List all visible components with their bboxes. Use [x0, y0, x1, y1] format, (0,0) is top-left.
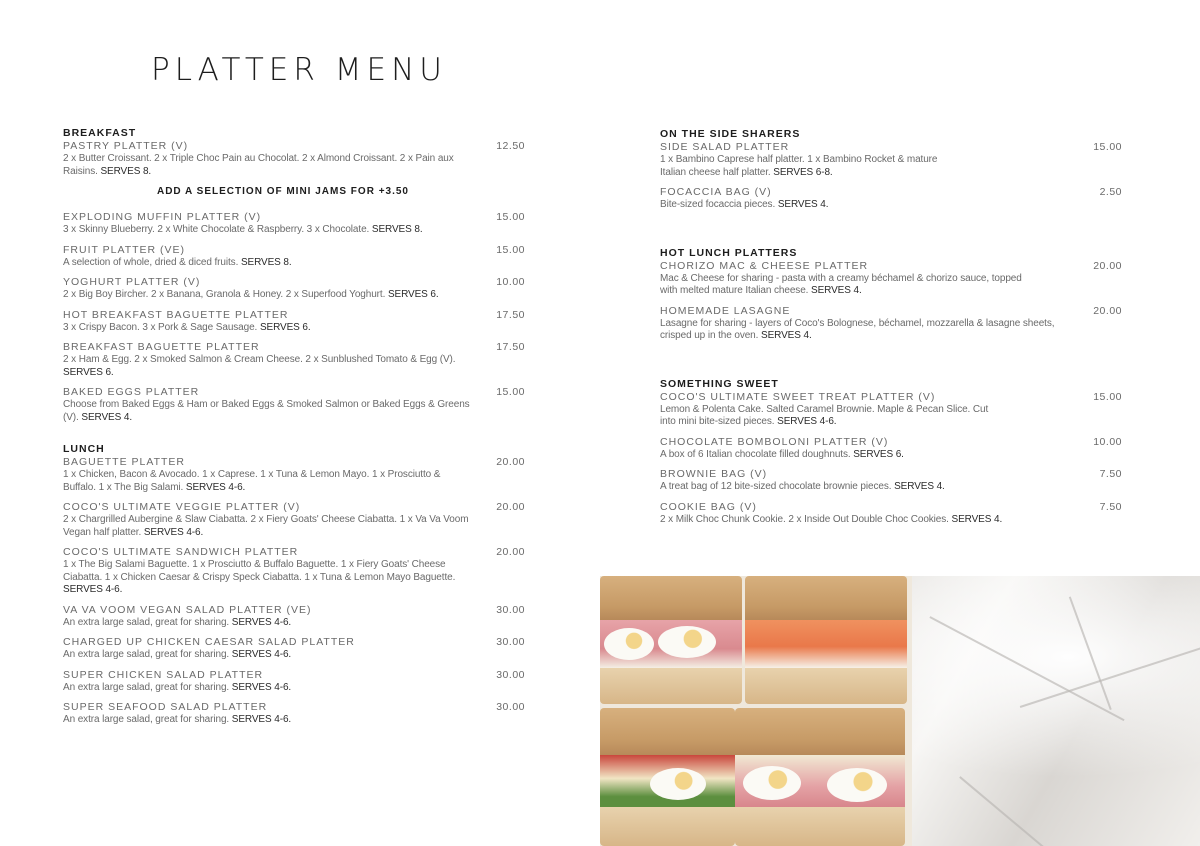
- section-hot-lunch-platters: [660, 247, 1122, 343]
- item-description: 2 x Chargrilled Aubergine & Slaw Ciabatta. 2 x Fiery Goats' Cheese Ciabatta. 1 x Va Va Voom Vegan half platter. SERVES 4-6.: [63, 514, 469, 538]
- marble-vein: [1020, 644, 1200, 707]
- item-price: 7.50: [1099, 468, 1122, 480]
- serves-label: SERVES 4.: [811, 285, 862, 296]
- item-name: YOGHURT PLATTER (V): [63, 276, 201, 288]
- item-price: 20.00: [1093, 259, 1122, 272]
- serves-label: SERVES 6.: [259, 321, 311, 333]
- item-description: 1 x Chicken, Bacon & Avocado. 1 x Caprese. 1 x Tuna & Lemon Mayo. 1 x Prosciutto & Buffalo. 1 x The Big Salami. SERVES 4-6.: [63, 469, 441, 493]
- serves-label: SERVES 4.: [777, 199, 829, 210]
- section-breakfast: [63, 127, 525, 424]
- item-name: SUPER CHICKEN SALAD PLATTER: [63, 668, 264, 681]
- item-description: A box of 6 Italian chocolate filled doughnuts. SERVES 6.: [660, 448, 904, 460]
- item-price: 20.00: [496, 456, 525, 468]
- serves-label: SERVES 4.: [951, 513, 1003, 525]
- menu-item: [660, 141, 1122, 179]
- item-name: CHORIZO MAC & CHEESE PLATTER: [660, 259, 869, 272]
- menu-item: [660, 305, 1122, 343]
- item-price: 10.00: [496, 276, 525, 288]
- item-price: 15.00: [496, 243, 525, 256]
- serves-label: SERVES 6.: [63, 366, 114, 378]
- item-description: An extra large salad, great for sharing. SERVES 4-6.: [63, 616, 292, 628]
- serves-label: SERVES 4-6.: [143, 526, 204, 538]
- item-name: PASTRY PLATTER (V): [63, 140, 189, 152]
- item-name: BREAKFAST BAGUETTE PLATTER: [63, 341, 260, 353]
- section-title: LUNCH: [63, 443, 105, 455]
- menu-item: [63, 604, 525, 630]
- left-column: [63, 127, 525, 746]
- item-description: A treat bag of 12 bite-sized chocolate brownie pieces. SERVES 4.: [660, 481, 945, 492]
- item-name: BROWNIE BAG (V): [660, 468, 768, 480]
- serves-label: SERVES 4-6.: [63, 584, 123, 595]
- serves-label: SERVES 6.: [853, 448, 904, 460]
- serves-label: SERVES 4.: [761, 330, 812, 341]
- right-column: [660, 128, 1122, 545]
- item-name: HOMEMADE LASAGNE: [660, 304, 791, 317]
- serves-label: SERVES 8.: [371, 224, 423, 235]
- section-title: BREAKFAST: [63, 127, 137, 139]
- marble-vein: [960, 776, 1099, 846]
- item-name: CHOCOLATE BOMBOLONI PLATTER (V): [660, 435, 889, 448]
- item-description: Mac & Cheese for sharing - pasta with a creamy béchamel & chorizo sauce, topped with melted mature Italian cheese. SERVES 4.: [660, 272, 1022, 296]
- serves-label: SERVES 4-6.: [231, 714, 292, 725]
- menu-item: [63, 701, 525, 727]
- serves-label: SERVES 6-8.: [773, 166, 833, 178]
- menu-item: [63, 456, 525, 494]
- menu-item: [63, 276, 525, 302]
- menu-item: [63, 140, 525, 178]
- item-description: 1 x The Big Salami Baguette. 1 x Prosciutto & Buffalo Baguette. 1 x Fiery Goats' Cheese Ciabatta. 1 x Chicken Caesar & Crispy Speck Ciabatta. 1 x Tuna & Lemon Mayo Baguette. SERVES 4-6.: [63, 559, 456, 595]
- item-price: 20.00: [496, 546, 525, 558]
- item-name: CHARGED UP CHICKEN CAESAR SALAD PLATTER: [63, 636, 355, 648]
- item-price: 7.50: [1099, 500, 1122, 513]
- serves-label: SERVES 8.: [100, 165, 152, 177]
- item-description: 2 x Ham & Egg. 2 x Smoked Salmon & Cream Cheese. 2 x Sunblushed Tomato & Egg (V). SERVES 6.: [63, 354, 456, 378]
- item-price: 30.00: [496, 668, 525, 681]
- section-title: HOT LUNCH PLATTERS: [660, 246, 798, 259]
- item-price: 17.50: [496, 308, 525, 321]
- serves-label: SERVES 4-6.: [231, 649, 292, 660]
- section-on-the-side-sharers: [660, 128, 1122, 212]
- menu-item: [63, 501, 525, 539]
- page-title: PLATTER MENU: [151, 52, 447, 88]
- menu-item: [660, 501, 1122, 527]
- item-name: HOT BREAKFAST BAGUETTE PLATTER: [63, 308, 289, 321]
- egg-slice: [743, 766, 801, 800]
- sandwich: [745, 576, 907, 704]
- item-price: 30.00: [496, 636, 525, 648]
- menu-item: [660, 186, 1122, 212]
- item-price: 2.50: [1099, 186, 1122, 198]
- egg-slice: [827, 768, 887, 802]
- item-name: EXPLODING MUFFIN PLATTER (V): [63, 211, 262, 223]
- item-name: SIDE SALAD PLATTER: [660, 141, 790, 153]
- item-name: FOCACCIA BAG (V): [660, 186, 772, 198]
- menu-item: [660, 391, 1122, 429]
- menu-item: [63, 546, 525, 597]
- section-something-sweet: [660, 378, 1122, 527]
- menu-item: [63, 244, 525, 270]
- item-description: Choose from Baked Eggs & Ham or Baked Eggs & Smoked Salmon or Baked Eggs & Greens (V). SERVES 4.: [63, 399, 470, 423]
- platter-tray: [600, 576, 912, 846]
- item-price: 17.50: [496, 341, 525, 353]
- sandwich: [600, 576, 742, 704]
- item-price: 20.00: [1093, 304, 1122, 317]
- menu-item: [660, 260, 1122, 298]
- item-price: 15.00: [496, 386, 525, 398]
- serves-label: SERVES 4-6.: [185, 481, 246, 493]
- egg-slice: [604, 628, 654, 660]
- item-name: COCO'S ULTIMATE VEGGIE PLATTER (V): [63, 501, 301, 513]
- item-description: An extra large salad, great for sharing. SERVES 4-6.: [63, 649, 292, 660]
- item-price: 30.00: [496, 701, 525, 713]
- item-name: COCO'S ULTIMATE SANDWICH PLATTER: [63, 546, 299, 558]
- item-description: A selection of whole, dried & diced fruits. SERVES 8.: [63, 256, 292, 268]
- menu-item: [63, 211, 525, 237]
- serves-label: SERVES 4-6.: [231, 616, 292, 628]
- item-description: Bite-sized focaccia pieces. SERVES 4.: [660, 199, 829, 210]
- menu-item: [660, 436, 1122, 462]
- item-name: FRUIT PLATTER (VE): [63, 243, 186, 256]
- item-description: 2 x Butter Croissant. 2 x Triple Choc Pain au Chocolat. 2 x Almond Croissant. 2 x Pain aux Raisins. SERVES 8.: [63, 153, 454, 177]
- item-description: Lasagne for sharing - layers of Coco's Bolognese, béchamel, mozzarella & lasagne sheets, crisped up in the oven. SERVES 4.: [660, 317, 1055, 341]
- sandwich: [600, 708, 735, 846]
- menu-item: [63, 309, 525, 335]
- sandwich-platter-photo: [600, 576, 1200, 846]
- item-description: An extra large salad, great for sharing. SERVES 4-6.: [63, 681, 292, 693]
- item-description: 3 x Skinny Blueberry. 2 x White Chocolate & Raspberry. 3 x Chocolate. SERVES 8.: [63, 224, 423, 235]
- section-title: SOMETHING SWEET: [660, 377, 779, 390]
- item-description: 3 x Crispy Bacon. 3 x Pork & Sage Sausage. SERVES 6.: [63, 321, 311, 333]
- menu-item: [63, 636, 525, 662]
- item-price: 20.00: [496, 501, 525, 513]
- item-price: 15.00: [1093, 390, 1122, 403]
- item-description: 1 x Bambino Caprese half platter. 1 x Bambino Rocket & mature Italian cheese half platter. SERVES 6-8.: [660, 154, 938, 178]
- egg-slice: [658, 626, 716, 658]
- item-description: 2 x Milk Choc Chunk Cookie. 2 x Inside Out Double Choc Cookies. SERVES 4.: [660, 513, 1003, 525]
- menu-item: [660, 468, 1122, 494]
- item-name: BAGUETTE PLATTER: [63, 456, 185, 468]
- serves-label: SERVES 4-6.: [231, 681, 292, 693]
- addon-note: ADD A SELECTION OF MINI JAMS FOR +3.50: [156, 186, 409, 197]
- item-name: VA VA VOOM VEGAN SALAD PLATTER (VE): [63, 603, 312, 616]
- item-name: COCO'S ULTIMATE SWEET TREAT PLATTER (V): [660, 390, 936, 403]
- item-description: An extra large salad, great for sharing. SERVES 4-6.: [63, 714, 292, 725]
- item-description: 2 x Big Boy Bircher. 2 x Banana, Granola & Honey. 2 x Superfood Yoghurt. SERVES 6.: [63, 289, 439, 300]
- menu-item: [63, 386, 525, 424]
- item-name: COOKIE BAG (V): [660, 500, 757, 513]
- item-price: 15.00: [1093, 141, 1122, 153]
- menu-item: [63, 669, 525, 695]
- item-price: 10.00: [1093, 435, 1122, 448]
- serves-label: SERVES 4-6.: [777, 416, 837, 427]
- section-lunch: [63, 443, 525, 727]
- item-price: 12.50: [496, 140, 525, 152]
- item-price: 30.00: [496, 603, 525, 616]
- item-price: 15.00: [496, 211, 525, 223]
- menu-item: [63, 341, 525, 379]
- item-name: BAKED EGGS PLATTER: [63, 386, 200, 398]
- item-name: SUPER SEAFOOD SALAD PLATTER: [63, 701, 268, 713]
- egg-slice: [650, 768, 706, 800]
- serves-label: SERVES 6.: [387, 289, 439, 300]
- section-title: ON THE SIDE SHARERS: [660, 128, 801, 140]
- serves-label: SERVES 4.: [81, 411, 133, 423]
- sandwich: [735, 708, 905, 846]
- serves-label: SERVES 4.: [894, 481, 945, 492]
- item-description: Lemon & Polenta Cake. Salted Caramel Brownie. Maple & Pecan Slice. Cut into mini bite-sized pieces. SERVES 4-6.: [660, 403, 989, 427]
- serves-label: SERVES 8.: [240, 256, 292, 268]
